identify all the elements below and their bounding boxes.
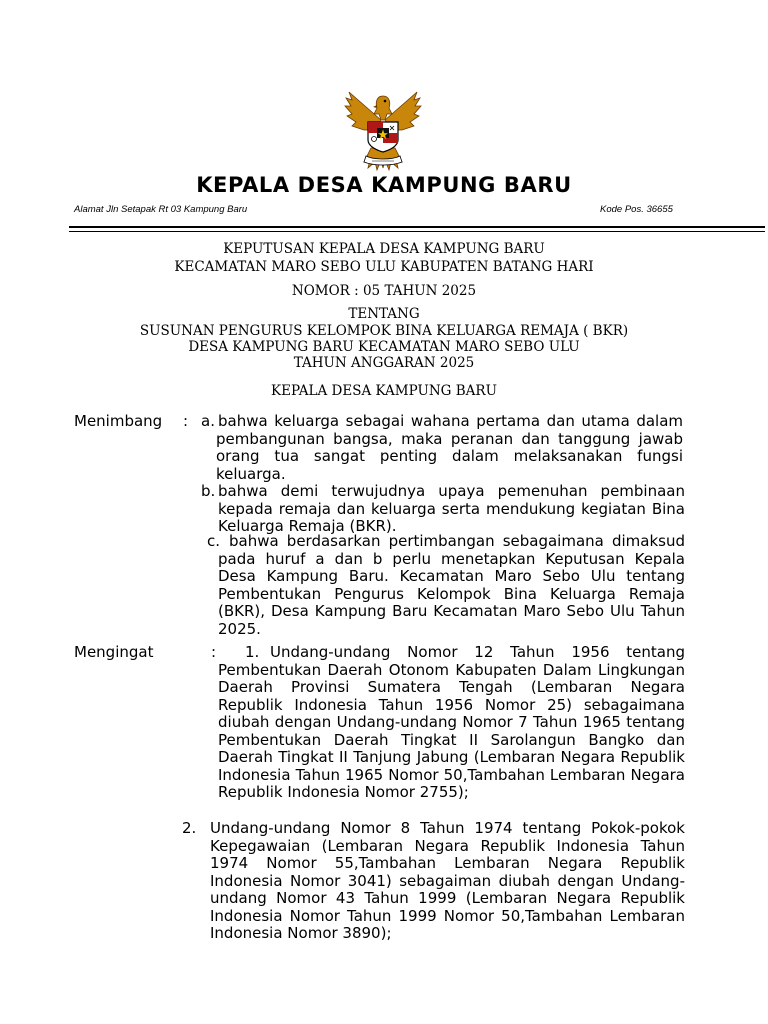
menimbang-item-marker: c. (207, 532, 221, 550)
decree-subject-line2: DESA KAMPUNG BARU KECAMATAN MARO SEBO ULU (188, 339, 580, 355)
decree-title-line2: KECAMATAN MARO SEBO ULU KABUPATEN BATANG HARI (174, 259, 594, 275)
letterhead-divider-thin (69, 231, 765, 232)
mengingat-item-text: Undang-undang Nomor 12 Tahun 1956 tentang Pembentukan Daerah Otonom Kabupaten Dalam Lingkungan Daerah Provinsi Sumatera Tengah (Lembaran Negara Republik Indonesia Tahun 1956 Nomor 25) sebagaimana diubah dengan Undang-undang Nomor 7 Tahun 1965 tentang Pembentukan Daerah Tingkat II Sarolangun Bangko dan Daerah Tingkat II Tanjung Jabung (Lembaran Negara Republik Indonesia Tahun 1965 Nomor 50,Tambahan Lembaran Negara Republik Indonesia Nomor 2755); (218, 643, 685, 801)
letterhead-divider-thick (69, 226, 765, 228)
mengingat-colon: : (211, 643, 217, 661)
decree-issuer: KEPALA DESA KAMPUNG BARU (271, 383, 497, 399)
menimbang-item-text: bahwa keluarga sebagai wahana pertama dan utama dalam pembangunan bangsa, maka peranan dan tanggung jawab orang tua sangat penting dalam melaksanakan fungsi keluarga. (216, 412, 683, 483)
mengingat-item-marker: 1. (245, 643, 260, 661)
decree-number: NOMOR : 05 TAHUN 2025 (291, 283, 477, 299)
decree-subject-line1: SUSUNAN PENGURUS KELOMPOK BINA KELUARGA REMAJA ( BKR) (139, 323, 629, 339)
mengingat-label: Mengingat (74, 643, 154, 661)
menimbang-colon: : (183, 412, 189, 430)
mengingat-item-text: Undang-undang Nomor 8 Tahun 1974 tentang Pokok-pokok Kepegawaian (Lembaran Negara Republik Indonesia Tahun 1974 Nomor 55,Tambahan Lembaran Negara Republik Indonesia Nomor 3041) sebagaiman diubah dengan Undang-undang Nomor 43 Tahun 1999 (Lembaran Negara Republik Indonesia Nomor Tahun 1999 Nomor 50,Tambahan Lembaran Indonesia Nomor 3890); (210, 819, 685, 942)
menimbang-item-marker: b. (201, 482, 216, 500)
letterhead-postal-code: Kode Pos. 36655 (600, 204, 673, 215)
decree-about: TENTANG (348, 306, 420, 322)
menimbang-label: Menimbang (74, 412, 163, 430)
menimbang-item-text: bahwa demi terwujudnya upaya pemenuhan pembinaan kepada remaja dan keluarga serta mendukung kegiatan Bina Keluarga Remaja (BKR). (218, 482, 685, 535)
mengingat-item-marker: 2. (182, 819, 197, 837)
menimbang-item-marker: a. (201, 412, 215, 430)
decree-title-line1: KEPUTUSAN KEPALA DESA KAMPUNG BARU (223, 241, 545, 257)
letterhead-title: KEPALA DESA KAMPUNG BARU (196, 173, 572, 197)
decree-subject-line3: TAHUN ANGGARAN 2025 (293, 355, 475, 371)
menimbang-item-text: bahwa berdasarkan pertimbangan sebagaimana dimaksud pada huruf a dan b perlu menetapkan Keputusan Kepala Desa Kampung Baru. Kecamatan Maro Sebo Ulu tentang Pembentukan Pengurus Kelompok Bina Keluarga Remaja (BKR), Desa Kampung Baru Kecamatan Maro Sebo Ulu Tahun 2025. (218, 532, 685, 638)
garuda-emblem-icon (344, 84, 422, 176)
letterhead-address: Alamat Jln Setapak Rt 03 Kampung Baru (74, 204, 248, 215)
